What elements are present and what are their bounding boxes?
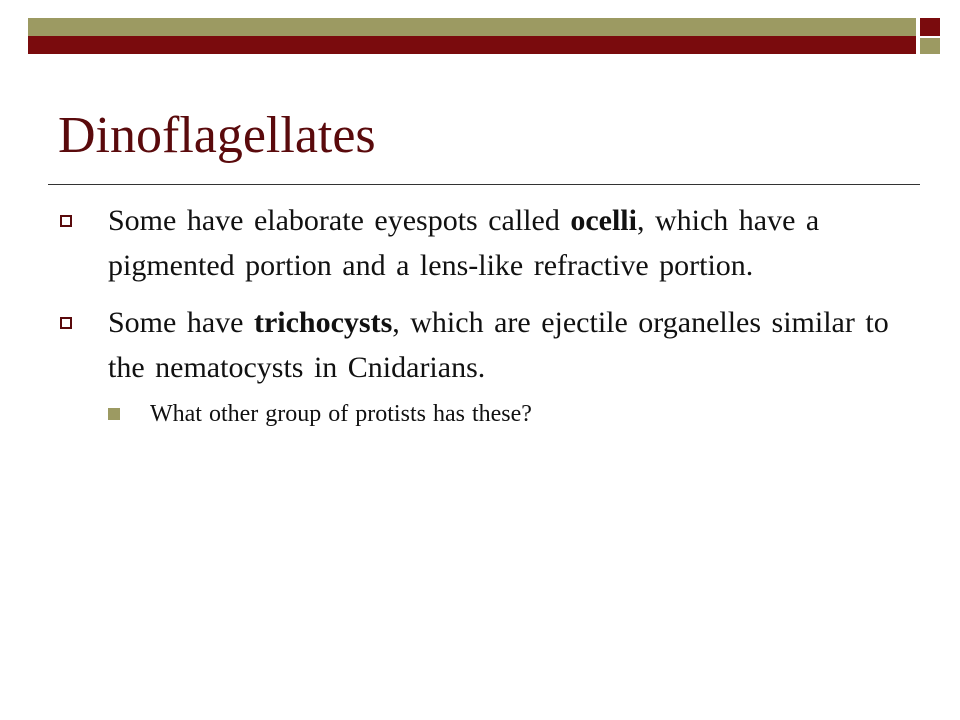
sub-bullet-text: What other group of protists has these? bbox=[150, 401, 532, 427]
bullet-bold-term: trichocysts bbox=[253, 306, 393, 339]
hollow-square-bullet-icon bbox=[60, 215, 72, 227]
header-band-olive bbox=[28, 18, 916, 36]
hollow-square-bullet-icon bbox=[60, 317, 72, 329]
header-band-maroon bbox=[28, 36, 916, 54]
bullet-text-before: Some have bbox=[108, 306, 254, 339]
header-corner-olive-block bbox=[920, 38, 940, 54]
filled-square-bullet-icon bbox=[108, 408, 120, 420]
title-divider bbox=[48, 184, 920, 185]
sub-bullet-list bbox=[108, 396, 900, 432]
bullet-item bbox=[60, 198, 900, 288]
bullet-text-after: , which are ejectile organelles similar to the nematocysts in Cnidarians. bbox=[108, 306, 889, 384]
bullet-list bbox=[60, 198, 900, 432]
bullet-text-after: , which have a pigmented portion and a lens-like refractive portion. bbox=[108, 204, 820, 282]
slide-title: Dinoflagellates bbox=[58, 107, 376, 164]
bullet-text bbox=[108, 204, 819, 282]
sub-bullet-item bbox=[108, 396, 900, 432]
bullet-bold-term: ocelli bbox=[570, 204, 637, 237]
bullet-text bbox=[108, 306, 889, 384]
bullet-item bbox=[60, 300, 900, 432]
bullet-text-before: Some have elaborate eyespots called bbox=[108, 204, 571, 237]
header-corner-maroon-block bbox=[920, 18, 940, 36]
